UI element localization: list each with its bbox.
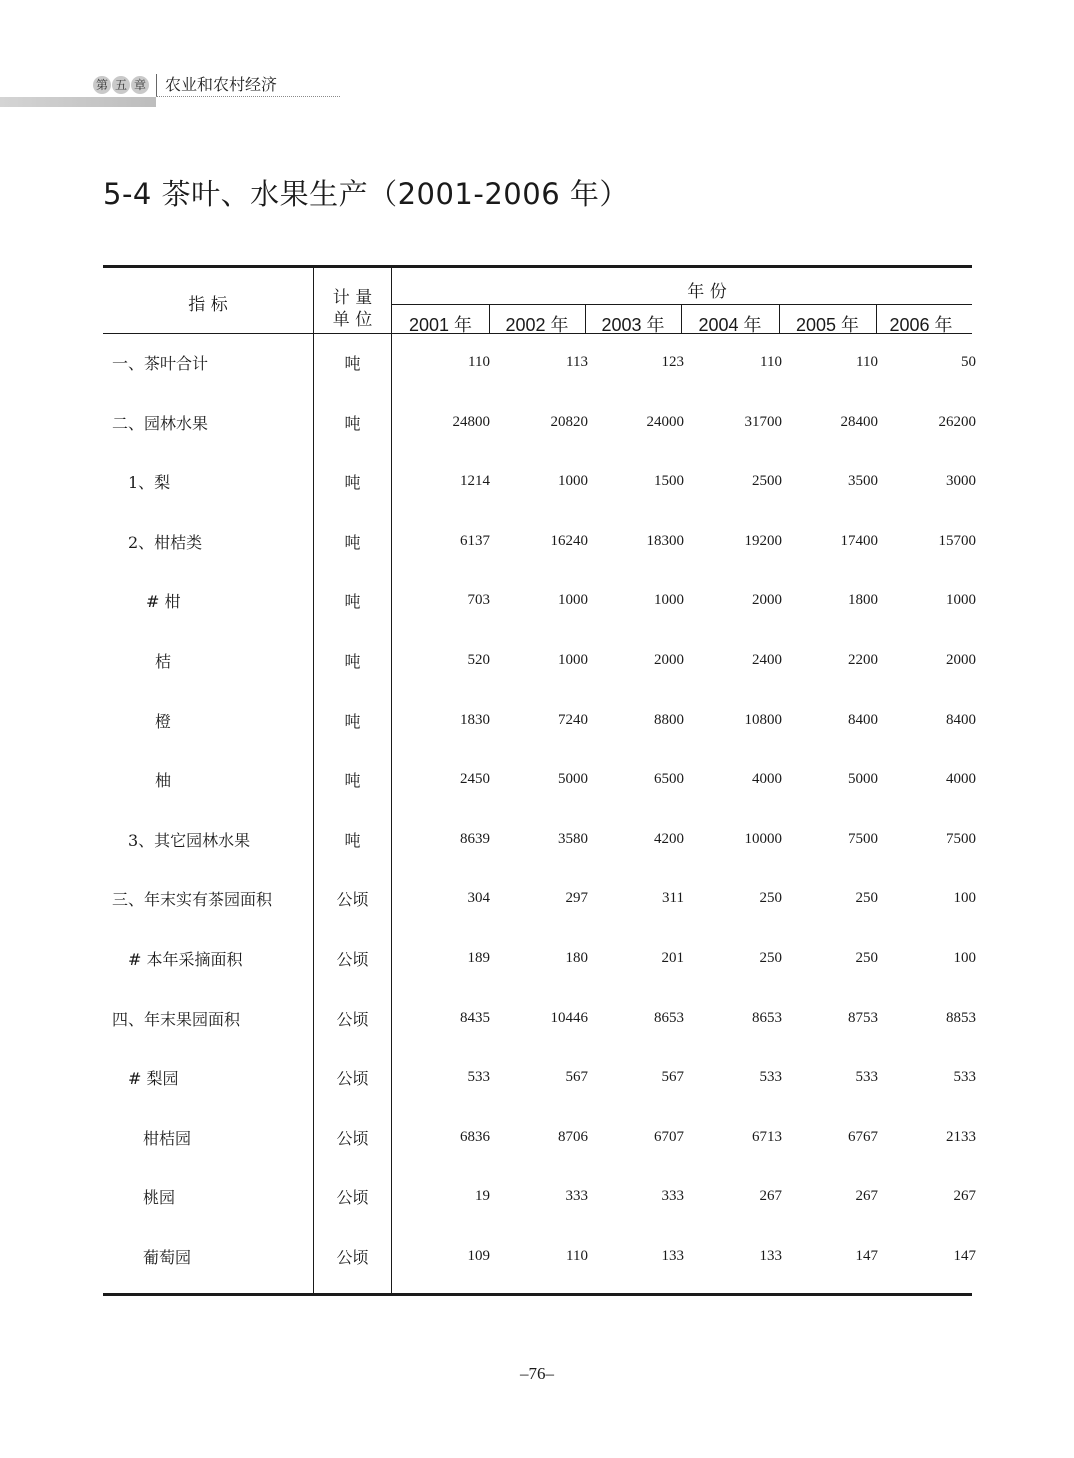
row-value: 7240 (558, 711, 588, 728)
row-unit: 吨 (344, 473, 361, 493)
row-label: # 梨园 (128, 1069, 179, 1089)
table-top-rule (103, 265, 972, 268)
row-value: 1830 (460, 711, 490, 728)
table-row (0, 572, 1074, 632)
row-value: 250 (855, 950, 878, 966)
row-label: 葡萄园 (143, 1248, 192, 1267)
row-unit: 吨 (344, 354, 361, 373)
table-row (0, 334, 1074, 394)
row-label: 2、柑桔类 (128, 532, 203, 552)
row-value: 2133 (946, 1128, 976, 1145)
row-label: 橙 (155, 711, 172, 731)
row-value: 6713 (752, 1128, 782, 1145)
row-unit: 吨 (344, 830, 361, 850)
chapter-title: 农业和农村经济 (165, 75, 278, 94)
header-year: 2004 年 (698, 315, 762, 335)
row-label: 3、其它园林水果 (128, 830, 251, 850)
row-value: 4000 (752, 771, 782, 788)
row-unit: 公顷 (336, 890, 369, 910)
row-value: 7500 (946, 830, 976, 847)
row-value: 1000 (558, 652, 588, 668)
row-unit: 吨 (344, 413, 361, 433)
row-value: 201 (661, 950, 684, 966)
badge-char: 第 (93, 76, 111, 94)
row-value: 250 (855, 890, 878, 907)
row-value: 8800 (654, 711, 684, 728)
page-number: –76– (520, 1364, 554, 1383)
table-row (0, 930, 1074, 990)
row-unit: 吨 (344, 592, 361, 612)
row-value: 533 (467, 1069, 490, 1086)
row-value: 10000 (744, 830, 782, 847)
table-bottom-rule (103, 1293, 972, 1296)
row-value: 109 (467, 1248, 490, 1264)
row-value: 17400 (840, 532, 878, 549)
header-year: 2001 年 (408, 315, 473, 335)
row-value: 304 (467, 890, 490, 907)
table-row (0, 751, 1074, 811)
row-value: 113 (566, 354, 588, 370)
row-value: 189 (467, 950, 490, 966)
row-unit: 公顷 (336, 950, 369, 969)
row-value: 20820 (550, 413, 588, 430)
row-value: 8853 (946, 1009, 976, 1026)
row-label: 四、年末果园面积 (112, 1009, 241, 1029)
row-value: 10800 (744, 711, 782, 728)
row-value: 110 (856, 354, 878, 370)
row-label: # 本年采摘面积 (128, 950, 243, 969)
row-value: 567 (565, 1069, 588, 1086)
header-unit-line1: 计 量 (332, 288, 373, 308)
header-unit-line2: 单 位 (332, 310, 373, 330)
table-row (0, 870, 1074, 930)
row-value: 5000 (848, 771, 878, 788)
row-value: 2000 (752, 592, 782, 609)
row-value: 5000 (558, 771, 588, 788)
row-value: 110 (566, 1248, 588, 1264)
table-row (0, 453, 1074, 513)
row-value: 6500 (654, 771, 684, 788)
row-value: 110 (468, 354, 490, 370)
row-value: 333 (661, 1188, 684, 1205)
row-unit: 公顷 (336, 1009, 369, 1029)
row-value: 1000 (946, 592, 976, 609)
row-value: 4200 (654, 830, 684, 847)
row-value: 8706 (558, 1128, 588, 1145)
row-label: 二、园林水果 (112, 413, 209, 433)
row-value: 19200 (744, 532, 782, 549)
row-value: 8639 (460, 830, 490, 847)
row-value: 520 (467, 652, 490, 668)
row-value: 2500 (752, 473, 782, 490)
year-group-rule (392, 304, 972, 305)
row-value: 8435 (460, 1009, 490, 1026)
row-unit: 公顷 (336, 1188, 369, 1208)
row-unit: 吨 (344, 532, 361, 552)
row-label: 柑桔园 (143, 1128, 192, 1148)
table-row (0, 394, 1074, 454)
page-title: 5-4 茶叶、水果生产（2001-2006 年） (103, 177, 629, 211)
row-value: 3500 (848, 473, 878, 490)
row-value: 1214 (460, 473, 490, 490)
row-value: 26200 (938, 413, 976, 430)
row-unit: 公顷 (336, 1128, 369, 1148)
table-row (0, 692, 1074, 752)
row-value: 2400 (752, 652, 782, 668)
row-unit: 吨 (344, 711, 361, 731)
table-row (0, 632, 1074, 692)
row-value: 8653 (752, 1009, 782, 1026)
row-value: 311 (662, 890, 684, 907)
row-value: 2000 (654, 652, 684, 668)
row-label: 1、梨 (128, 473, 171, 493)
row-value: 123 (661, 354, 684, 370)
row-value: 18300 (646, 532, 684, 549)
row-label: # 柑 (146, 592, 181, 612)
row-value: 533 (953, 1069, 976, 1086)
row-value: 147 (953, 1248, 976, 1264)
row-value: 147 (855, 1248, 878, 1264)
row-value: 567 (661, 1069, 684, 1086)
row-value: 6767 (848, 1128, 878, 1145)
header-indicator: 指 标 (188, 295, 228, 315)
row-value: 24800 (452, 413, 490, 430)
row-value: 2200 (848, 652, 878, 668)
row-value: 250 (759, 890, 782, 907)
row-value: 2450 (460, 771, 490, 788)
row-value: 533 (759, 1069, 782, 1086)
row-value: 8653 (654, 1009, 684, 1026)
row-value: 110 (760, 354, 782, 370)
row-value: 133 (661, 1248, 684, 1264)
badge-char: 五 (112, 76, 130, 94)
row-label: 桔 (155, 652, 172, 671)
row-value: 7500 (848, 830, 878, 847)
row-value: 1000 (558, 473, 588, 490)
row-value: 16240 (550, 532, 588, 549)
row-value: 1000 (558, 592, 588, 609)
header-years-group: 年 份 (687, 282, 727, 302)
row-unit: 公顷 (336, 1069, 369, 1089)
header-year: 2002 年 (505, 315, 569, 335)
row-unit: 吨 (344, 771, 361, 791)
row-value: 19 (475, 1188, 490, 1205)
row-value: 28400 (840, 413, 878, 430)
table-row (0, 513, 1074, 573)
row-value: 1500 (654, 473, 684, 490)
row-value: 10446 (550, 1009, 588, 1026)
row-value: 24000 (646, 413, 684, 430)
row-value: 31700 (744, 413, 782, 430)
row-value: 50 (961, 354, 976, 370)
row-value: 6836 (460, 1128, 490, 1145)
row-value: 333 (565, 1188, 588, 1205)
row-unit: 公顷 (336, 1248, 369, 1267)
row-value: 267 (953, 1188, 976, 1205)
header-year: 2003 年 (601, 315, 665, 335)
row-value: 250 (759, 950, 782, 966)
row-value: 3580 (558, 830, 588, 847)
row-value: 100 (953, 950, 976, 966)
table-row (0, 811, 1074, 871)
row-value: 6707 (654, 1128, 684, 1145)
table-row (0, 1168, 1074, 1228)
row-label: 柚 (155, 771, 172, 791)
row-label: 桃园 (143, 1188, 176, 1208)
table-row (0, 1049, 1074, 1109)
row-value: 6137 (460, 532, 490, 549)
row-value: 100 (953, 890, 976, 907)
row-value: 15700 (938, 532, 976, 549)
row-label: 一、茶叶合计 (112, 354, 209, 373)
row-value: 1800 (848, 592, 878, 609)
table-row (0, 1228, 1074, 1288)
table-row (0, 1109, 1074, 1169)
row-value: 4000 (946, 771, 976, 788)
row-value: 2000 (946, 652, 976, 668)
row-unit: 吨 (344, 652, 361, 671)
row-value: 180 (565, 950, 588, 966)
row-value: 703 (467, 592, 490, 609)
badge-char: 章 (131, 76, 149, 94)
table-row (0, 990, 1074, 1050)
row-value: 297 (565, 890, 588, 907)
row-value: 267 (855, 1188, 878, 1205)
row-value: 533 (855, 1069, 878, 1086)
row-value: 133 (759, 1248, 782, 1264)
row-label: 三、年末实有茶园面积 (112, 890, 273, 910)
row-value: 3000 (946, 473, 976, 490)
row-value: 8753 (848, 1009, 878, 1026)
header-year: 2005 年 (795, 315, 860, 335)
row-value: 267 (759, 1188, 782, 1205)
row-value: 8400 (848, 711, 878, 728)
row-value: 8400 (946, 711, 976, 728)
row-value: 1000 (654, 592, 684, 609)
header-year: 2006 年 (889, 315, 953, 335)
